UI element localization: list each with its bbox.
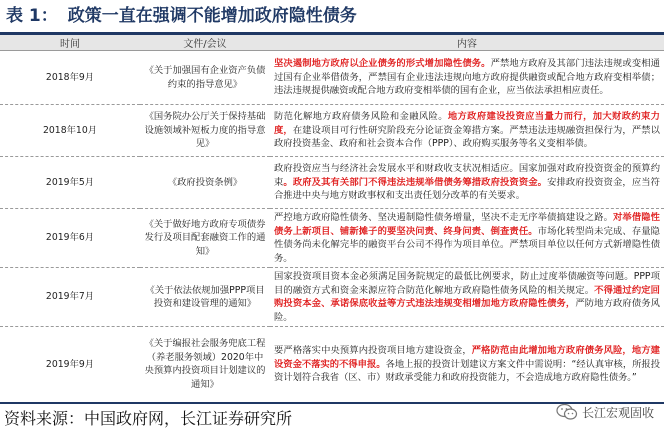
content-text: 国家投资项目资本金必须满足国务院规定的最低比例要求，防止过度举债融资等问题。PPP项目的融资方式和资金来源应符合防范化解地方政府隐性债务风险的相关规定。 (274, 271, 660, 296)
column-header-content: 内容 (270, 35, 664, 51)
watermark (556, 403, 654, 421)
table-row (0, 268, 664, 327)
cell-document: 《关于加强国有企业资产负债约束的指导意见》 (140, 51, 270, 105)
content-text: 防范化解地方政府债务风险和金融风险。 (274, 111, 448, 123)
table-row (0, 105, 664, 157)
table-title-text: 政策一直在强调不能增加政府隐性债务 (67, 6, 357, 26)
cell-document: 《关于做好地方政府专项债券发行及项目配套融资工作的通知》 (140, 209, 270, 268)
table-row (0, 327, 664, 403)
cell-time: 2019年7月 (0, 268, 140, 327)
cell-document: 《关于编报社会服务兜底工程（养老服务领域）2020年中央预算内投资项目计划建议的通知》 (140, 327, 270, 403)
content-text: 要严格落实中央预算内投资项目地方建设资金， (274, 345, 472, 356)
content-text: 各地上报的投资计划建议方案文件中需说明：“经认真审核，所报投资计划符合我省（区、市）财政承受能力和政府投资能力，不会造成地方政府隐性债务。” (274, 358, 661, 383)
content-text: 严防地方政府债务风险。 (274, 298, 660, 323)
content-text: 严禁地方政府及其部门违法违规或变相通过国有企业举借债务，严禁国有企业违法违规向地方政府提供融资或配合地方政府变相举债；违法违规提供融资或配合地方政府变相举债的国有企业，应当依法承担相应责任。 (274, 58, 660, 97)
content-text: 安排政府投资资金，应当符合推进中央与地方财政事权和支出责任划分改革的有关要求。 (274, 176, 660, 202)
cell-content (270, 51, 664, 105)
cell-content (270, 327, 664, 403)
table-title (6, 3, 357, 29)
cell-document: 《关于依法依规加强PPP项目投资和建设管理的通知》 (140, 268, 270, 327)
table-header-row (0, 35, 664, 51)
column-header-document: 文件/会议 (140, 35, 270, 51)
cell-time: 2018年9月 (0, 51, 140, 105)
cell-content (270, 268, 664, 327)
content-text: 市场化转型尚未完成、存量隐性债务尚未化解完毕的融资平台公司不得作为项目单位。严禁项目单位以任何方式新增隐性债务。 (274, 225, 660, 264)
table-row (0, 157, 664, 209)
cell-document: 《国务院办公厅关于保持基础设施领域补短板力度的指导意见》 (140, 105, 270, 157)
highlighted-text: 严格防范由此增加地方政府债务风险，地方建设资金不落实的不得申报。 (274, 345, 660, 370)
cell-content (270, 157, 664, 209)
table-label: 表 1： (6, 6, 58, 26)
cell-time: 2019年5月 (0, 157, 140, 209)
content-text: 政府投资应当与经济社会发展水平和财政收支状况相适应。国家加强对政府投资资金的预算约束 (274, 163, 660, 188)
highlighted-text: 地方政府建设投资应当量力而行，加大财政约束力度， (274, 111, 660, 136)
cell-content (270, 105, 664, 157)
highlighted-text: 。政府及其有关部门不得违法违规举借债务筹措政府投资资金。 (283, 176, 548, 188)
content-text: 在建设项目可行性研究阶段充分论证资金筹措方案。严禁违法违规融资担保行为，严禁以政府投资基金、政府和社会资本合作（PPP）、政府购买服务等名义变相举债。 (274, 124, 660, 150)
column-header-time: 时间 (0, 35, 140, 51)
cell-time: 2018年10月 (0, 105, 140, 157)
table-row (0, 51, 664, 105)
highlighted-text: 不得通过约定回购投资本金、承诺保底收益等方式违法违规变相增加地方政府隐性债务， (274, 284, 660, 309)
cell-document: 《政府投资条例》 (140, 157, 270, 209)
cell-content (270, 209, 664, 268)
cell-time: 2019年9月 (0, 327, 140, 403)
highlighted-text: 坚决遏制地方政府以企业债务的形式增加隐性债务。 (274, 58, 491, 70)
policy-table (0, 35, 664, 404)
cell-time: 2019年6月 (0, 209, 140, 268)
content-text: 严控地方政府隐性债务、坚决遏制隐性债务增量，坚决不走无序举债搞建设之路。 (274, 212, 614, 223)
source-note: 资料来源：中国政府网，长江证券研究所 (4, 409, 293, 428)
table-row (0, 209, 664, 268)
wechat-icon (556, 403, 578, 421)
watermark-text: 长江宏观固收 (581, 405, 654, 420)
highlighted-text: 对举借隐性债务上新项目、铺新摊子的要坚决问责、终身问责、倒查责任。 (274, 212, 660, 237)
